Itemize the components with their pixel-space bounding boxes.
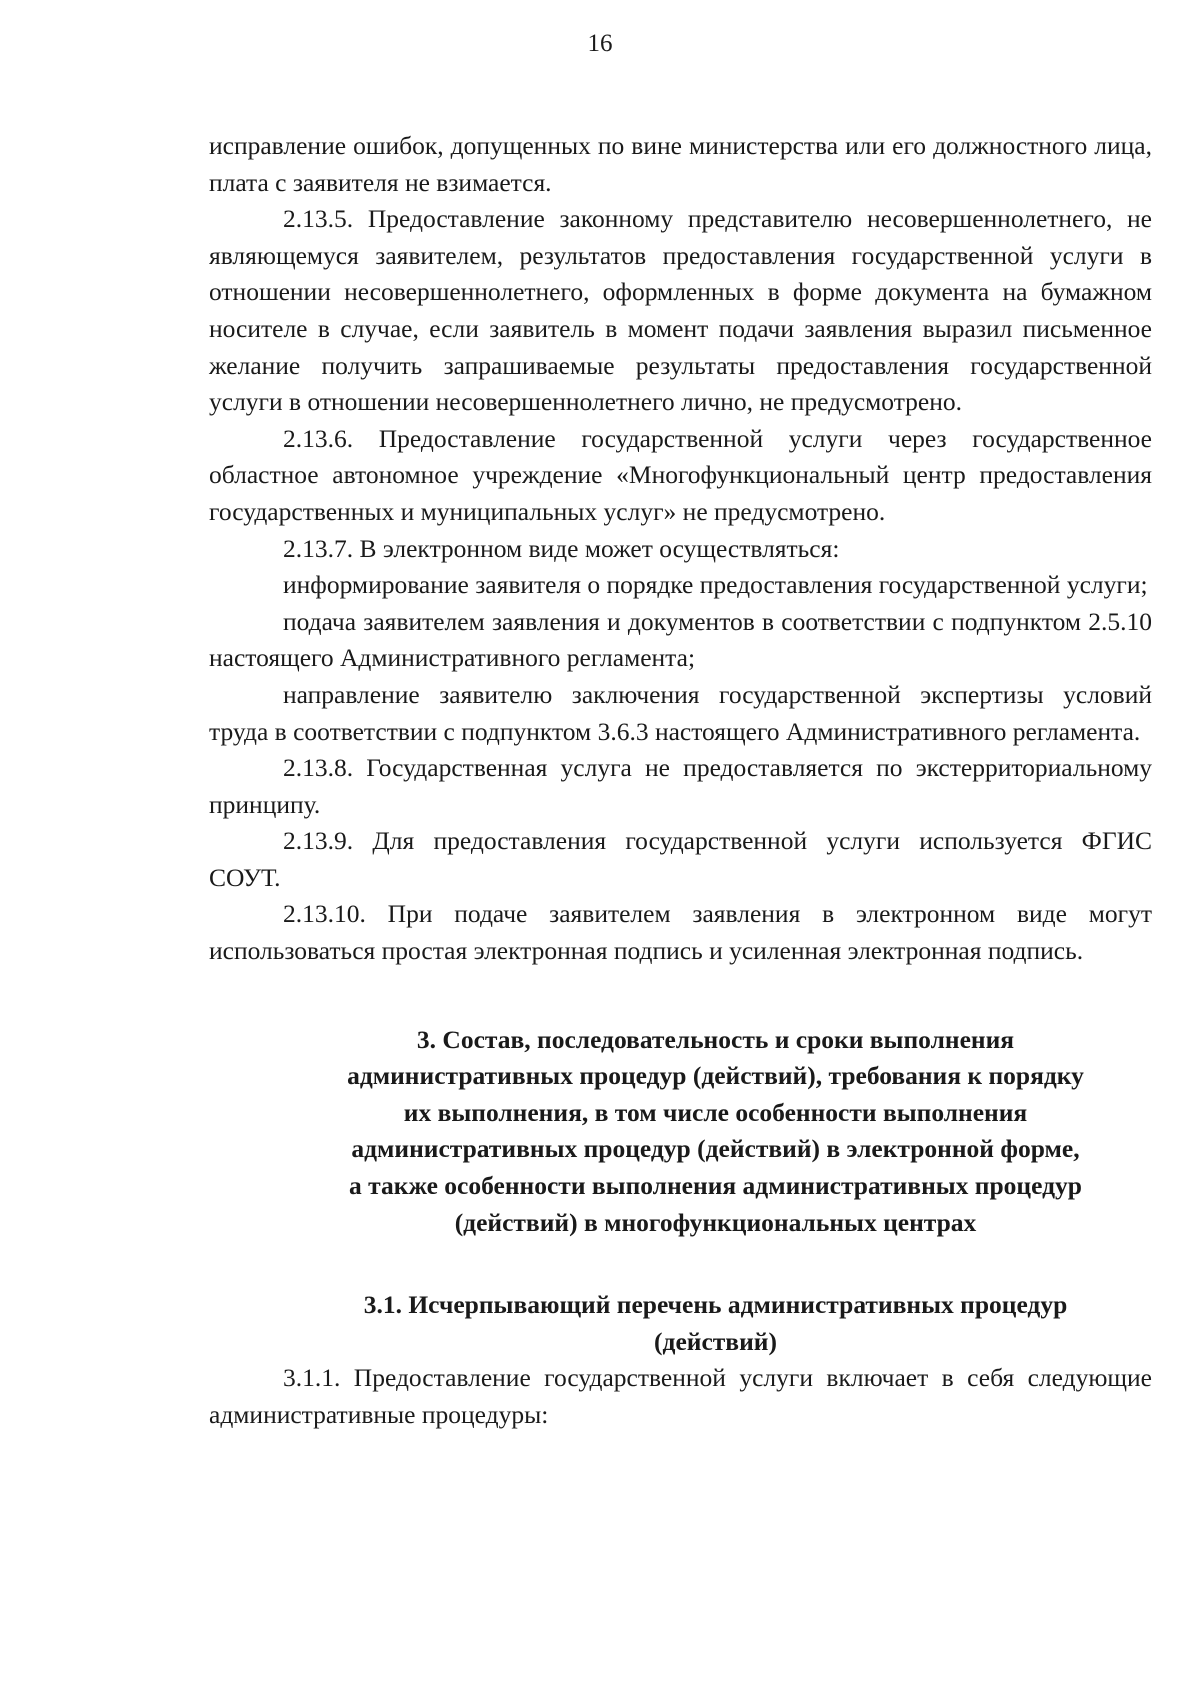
section-3-heading-line: (действий) в многофункциональных центрах [454,1207,977,1237]
section-3-heading-line: их выполнения, в том числе особенности выполнения [403,1097,1028,1127]
paragraph-2-13-10: 2.13.10. При подаче заявителем заявления в электронном виде могут использоваться простая электронная подпись и усиленная электронная подпись. [209,899,1152,966]
section-3-heading-line: административных процедур (действий) в электронной форме, [351,1134,1080,1164]
page-number: 16 [587,30,613,57]
list-item-direction: направление заявителю заключения государственной экспертизы условий труда в соответствии с подпунктом 3.6.3 настоящего Административного регламента. [209,679,1152,746]
section-3-heading-line: административных процедур (действий), требования к порядку [347,1061,1084,1091]
paragraph-2-13-8: 2.13.8. Государственная услуга не предоставляется по экстерриториальному принципу. [209,753,1152,819]
section-3-heading [209,1022,1152,1242]
section-3-heading-line: 3. Состав, последовательность и сроки выполнения [416,1024,1015,1054]
paragraph-2-13-6: 2.13.6. Предоставление государственной услуги через государственное областное автономное учреждение «Многофункциональный центр предоставления государственных и муниципальных услуг» не предусмотрено. [209,423,1152,526]
list-item-informing: информирование заявителя о порядке предоставления государственной услуги; [283,570,1148,600]
list-item-submission: подача заявителем заявления и документов в соответствии с подпунктом 2.5.10 настоящего Административного регламента; [209,606,1152,673]
document-body [209,128,1152,1434]
paragraph-2-13-9: 2.13.9. Для предоставления государственной услуги используется ФГИС СОУТ. [209,826,1152,892]
paragraph-3-1-1: 3.1.1. Предоставление государственной услуги включает в себя следующие административные процедуры: [209,1363,1152,1429]
section-3-1-heading [209,1287,1152,1360]
section-3-heading-line: а также особенности выполнения административных процедур [349,1171,1082,1201]
paragraph-2-13-5: 2.13.5. Предоставление законному представителю несовершеннолетнего, не являющемуся заявителем, результатов предоставления государственной услуги в отношении несовершеннолетнего, оформленных в форме документа на бумажном носителе в случае, если заявитель в момент подачи заявления выразил письменное желание получить запрашиваемые результаты предоставления государственной услуги в отношении несовершеннолетнего лично, не предусмотрено. [209,204,1152,417]
section-3-1-heading-line: (действий) [654,1326,777,1356]
section-3-1-heading-line: 3.1. Исчерпывающий перечень административных процедур [363,1290,1068,1320]
paragraph-2-13-7: 2.13.7. В электронном виде может осуществляться: [283,533,840,563]
paragraph-continuation: исправление ошибок, допущенных по вине министерства или его должностного лица, плата с заявителя не взимается. [209,131,1152,197]
